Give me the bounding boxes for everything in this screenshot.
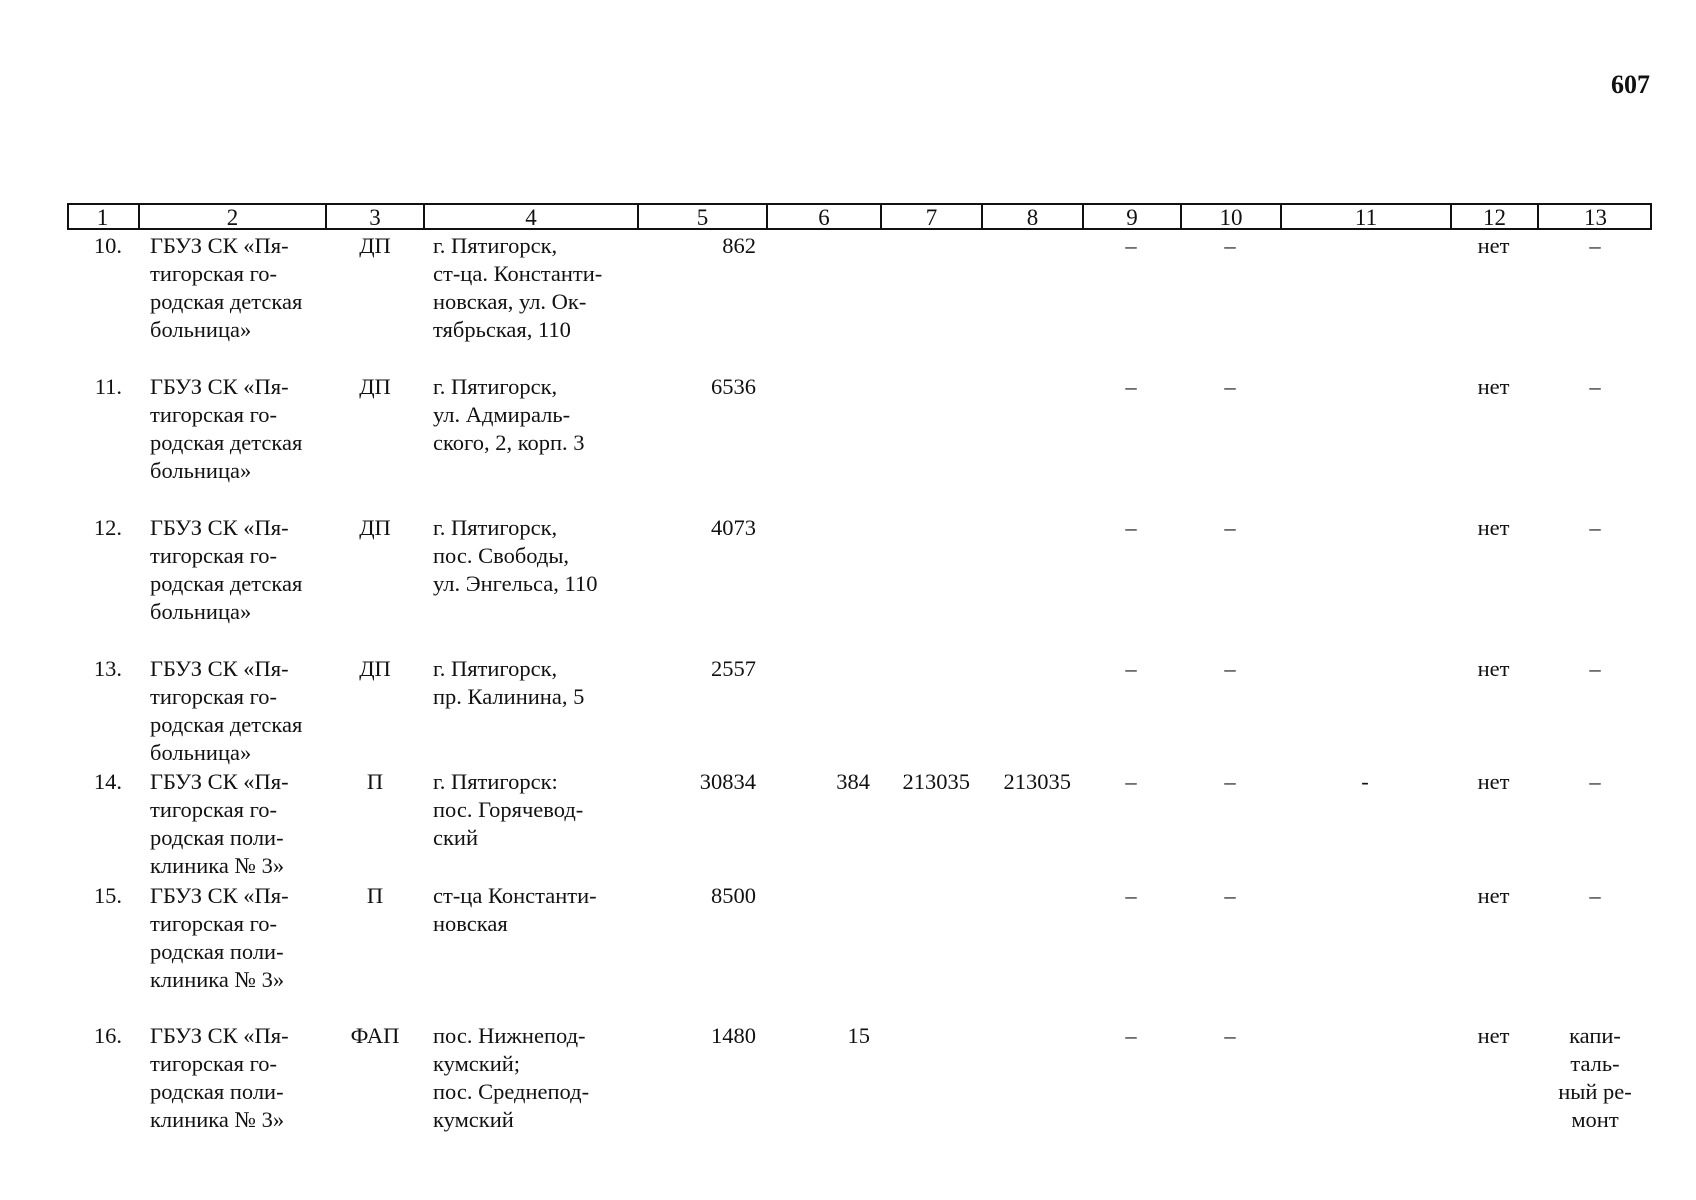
header-cell-11: 11 [1280, 205, 1450, 228]
header-cell-3: 3 [325, 205, 423, 228]
organization: ГБУЗ СК «Пя- тигорская го- родская детская больница» [150, 515, 303, 624]
col-10-value: – [1224, 233, 1236, 258]
facility-type: ДП [359, 656, 391, 681]
header-cell-2: 2 [138, 205, 325, 228]
header-cell-6: 6 [766, 205, 880, 228]
header-cell-4: 4 [423, 205, 637, 228]
organization: ГБУЗ СК «Пя- тигорская го- родская поли- клиника № 3» [150, 1023, 289, 1132]
address: ст-ца Константи- новская [433, 883, 597, 936]
col-5-value: 6536 [711, 374, 756, 399]
col-12-value: нет [1477, 656, 1510, 681]
facility-type: П [366, 769, 384, 794]
organization: ГБУЗ СК «Пя- тигорская го- родская детская больница» [150, 374, 303, 483]
col-13-value: капи- таль- ный ре- монт [1558, 1023, 1632, 1132]
address: г. Пятигорск, ул. Адмираль- ского, 2, корп. 3 [433, 374, 585, 455]
col-9-value: – [1125, 374, 1137, 399]
organization: ГБУЗ СК «Пя- тигорская го- родская детская больница» [150, 656, 303, 765]
col-5-value: 1480 [711, 1023, 756, 1048]
col-13-value: – [1589, 374, 1601, 399]
header-cell-12: 12 [1450, 205, 1537, 228]
col-6-value: 384 [836, 769, 870, 794]
col-5-value: 862 [722, 233, 756, 258]
address: пос. Нижнепод- кумский; пос. Среднепод- кумский [433, 1023, 590, 1132]
row-number: 12. [93, 515, 122, 540]
facility-type: П [366, 883, 384, 908]
col-12-value: нет [1477, 374, 1510, 399]
facility-type: ФАП [350, 1023, 400, 1048]
col-9-value: – [1125, 1023, 1137, 1048]
facility-type: ДП [359, 515, 391, 540]
col-8-value: 213035 [1003, 769, 1071, 794]
col-13-value: – [1589, 656, 1601, 681]
address: г. Пятигорск, ст-ца. Константи- новская, ул. Ок- тябрьская, 110 [433, 233, 603, 342]
col-10-value: – [1224, 374, 1236, 399]
col-9-value: – [1125, 233, 1137, 258]
col-12-value: нет [1477, 883, 1510, 908]
header-cell-8: 8 [981, 205, 1082, 228]
col-9-value: – [1125, 883, 1137, 908]
col-13-value: – [1589, 233, 1601, 258]
header-cell-9: 9 [1082, 205, 1180, 228]
col-12-value: нет [1477, 233, 1510, 258]
row-number: 15. [93, 883, 122, 908]
col-5-value: 8500 [711, 883, 756, 908]
header-cell-13: 13 [1537, 205, 1652, 228]
col-12-value: нет [1477, 769, 1510, 794]
organization: ГБУЗ СК «Пя- тигорская го- родская детская больница» [150, 233, 303, 342]
row-number: 10. [93, 233, 122, 258]
facility-type: ДП [359, 233, 391, 258]
header-cell-10: 10 [1180, 205, 1280, 228]
address: г. Пятигорск: пос. Горячевод- ский [433, 769, 584, 850]
col-9-value: – [1125, 656, 1137, 681]
col-5-value: 30834 [699, 769, 756, 794]
col-10-value: – [1224, 883, 1236, 908]
col-9-value: – [1125, 769, 1137, 794]
col-6-value: 15 [847, 1023, 870, 1048]
col-13-value: – [1589, 515, 1601, 540]
col-11-value: - [1361, 769, 1369, 794]
col-13-value: – [1589, 883, 1601, 908]
row-number: 14. [93, 769, 122, 794]
col-5-value: 4073 [711, 515, 756, 540]
col-5-value: 2557 [711, 656, 756, 681]
header-cell-5: 5 [637, 205, 766, 228]
col-7-value: 213035 [902, 769, 970, 794]
col-12-value: нет [1477, 1023, 1510, 1048]
organization: ГБУЗ СК «Пя- тигорская го- родская поли- клиника № 3» [150, 769, 289, 878]
header-cell-1: 1 [96, 205, 109, 230]
col-9-value: – [1125, 515, 1137, 540]
col-10-value: – [1224, 1023, 1236, 1048]
address: г. Пятигорск, пр. Калинина, 5 [433, 656, 585, 709]
page-number: 607 [1611, 70, 1650, 99]
row-number: 11. [94, 374, 122, 399]
address: г. Пятигорск, пос. Свободы, ул. Энгельса, 110 [433, 515, 598, 596]
row-number: 16. [93, 1023, 122, 1048]
col-10-value: – [1224, 515, 1236, 540]
col-12-value: нет [1477, 515, 1510, 540]
table-header [67, 203, 1652, 230]
col-13-value: – [1589, 769, 1601, 794]
col-10-value: – [1224, 656, 1236, 681]
col-10-value: – [1224, 769, 1236, 794]
facility-type: ДП [359, 374, 391, 399]
header-cell-7: 7 [880, 205, 981, 228]
organization: ГБУЗ СК «Пя- тигорская го- родская поли- клиника № 3» [150, 883, 289, 992]
row-number: 13. [93, 656, 122, 681]
